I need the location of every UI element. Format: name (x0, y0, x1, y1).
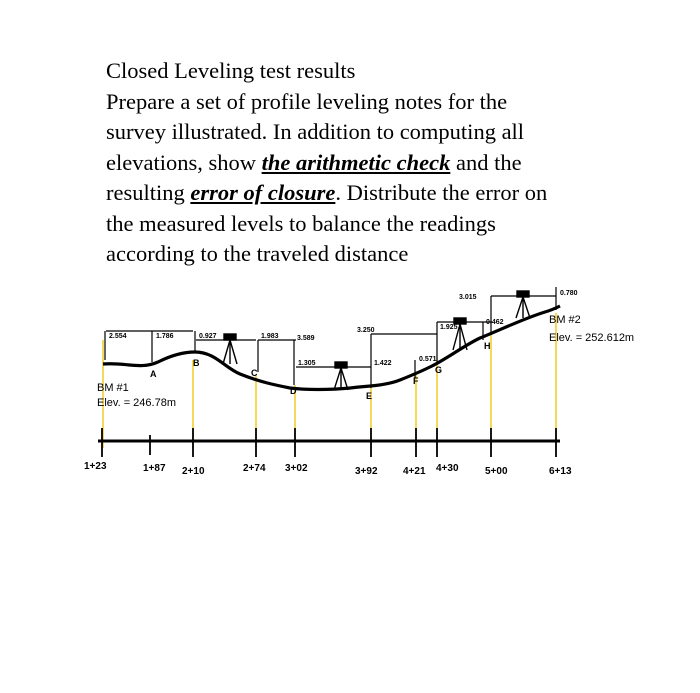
station-label: 4+30 (436, 463, 459, 474)
rod-reading: 3.015 (459, 294, 477, 301)
station-label: 6+13 (549, 466, 572, 477)
problem-line: Prepare a set of profile leveling notes for the (106, 88, 508, 114)
station-label: 2+10 (182, 466, 205, 477)
point-label: H (484, 341, 491, 351)
problem-line: according to the traveled distance (106, 241, 409, 266)
bm2-elevation: Elev. = 252.612m (549, 332, 635, 344)
station-label: 1+23 (84, 461, 107, 472)
point-label: G (435, 365, 443, 375)
problem-text: elevations, show (106, 149, 262, 175)
arithmetic-check-emphasis: the arithmetic check (261, 149, 451, 175)
point-label: A (150, 369, 157, 379)
point-label: D (290, 386, 297, 396)
station-label: 3+92 (355, 466, 378, 477)
point-label: B (193, 358, 200, 368)
rod-reading: 1.422 (374, 360, 392, 367)
problem-line: survey illustrated. In addition to computing all (106, 119, 525, 144)
rod-reading: 1.786 (156, 333, 174, 340)
error-of-closure-emphasis: error of closure (190, 180, 336, 205)
station-label: 5+00 (485, 466, 508, 477)
rod-reading: 0.927 (199, 333, 217, 340)
level-instrument-icon (223, 334, 237, 364)
level-instrument-icon (516, 291, 530, 318)
station-label: 1+87 (143, 463, 166, 474)
bm2-label: BM #2 (549, 314, 581, 326)
rod-reading: 3.589 (297, 335, 315, 342)
point-label: C (251, 368, 258, 378)
problem-title: Closed Leveling test results (106, 58, 356, 83)
problem-text: . Distribute the error on (335, 180, 548, 205)
point-label: E (366, 391, 373, 401)
rod-reading: 3.250 (357, 327, 375, 334)
level-instrument-icon (334, 362, 348, 390)
problem-text: resulting (106, 180, 191, 205)
rod-reading: 1.305 (298, 360, 316, 367)
station-axis (98, 428, 560, 457)
rod-reading: 1.925 (440, 324, 458, 331)
rod-reading: 1.983 (261, 333, 279, 340)
point-label: F (413, 376, 419, 386)
bm1-label: BM #1 (97, 382, 129, 394)
rod-reading: 0.462 (486, 319, 504, 326)
rod-reading: 2.554 (109, 333, 127, 340)
station-label: 4+21 (403, 466, 426, 477)
rod-reading: 0.780 (560, 290, 578, 297)
rod-reading: 0.571 (419, 356, 437, 363)
problem-text: and the (450, 149, 522, 175)
station-label: 2+74 (243, 463, 266, 474)
station-label: 3+02 (285, 463, 308, 474)
problem-line: the measured levels to balance the readings (106, 210, 496, 236)
bm1-elevation: Elev. = 246.78m (97, 397, 176, 409)
